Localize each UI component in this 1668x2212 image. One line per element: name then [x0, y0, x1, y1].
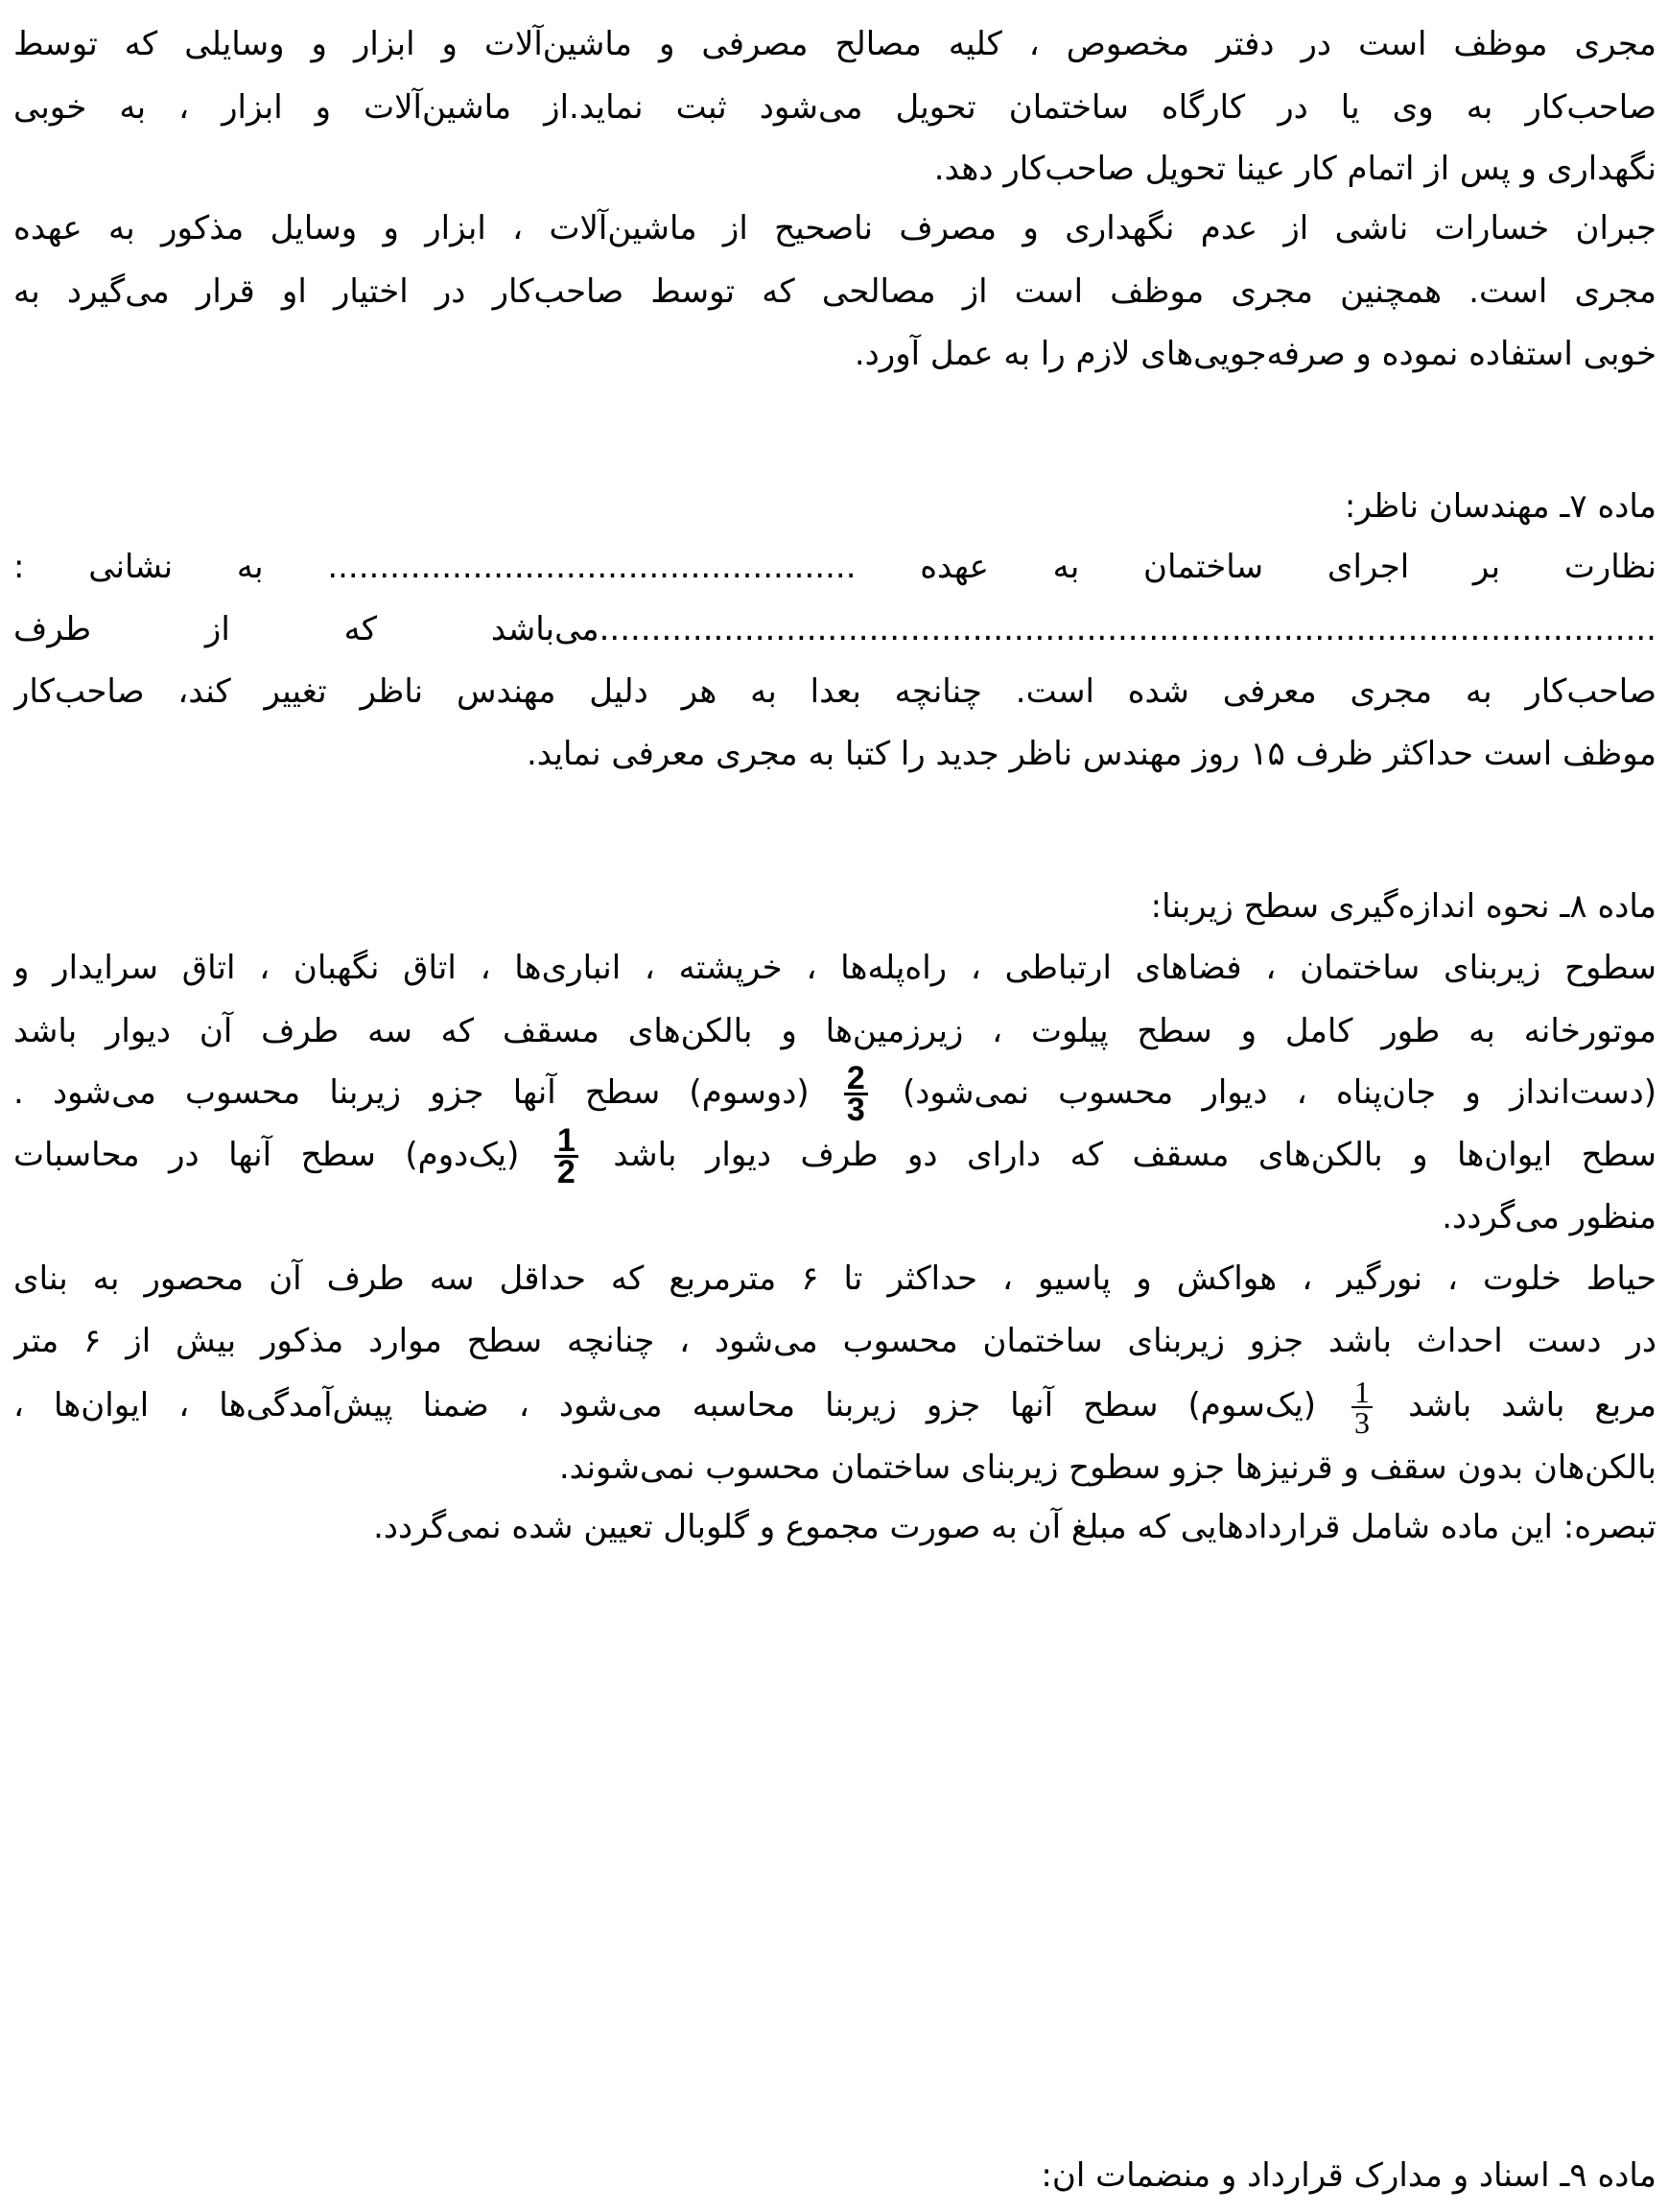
fraction-one-third: $\frac{1}{3}$	[1351, 1377, 1373, 1437]
line-text: (یک‌سوم) سطح آنها جزو زیربنا محاسبه می‌شود ، ضمنا پیش‌آمدگی‌ها ، ایوان‌ها ،	[13, 1386, 1316, 1424]
paragraph-line: موتورخانه به طور کامل و سطح پیلوت ، زیرزمین‌ها و بالکن‌های مسقف که سه طرف آن دیوار باشد	[13, 1012, 1656, 1050]
paragraph-line: حیاط خلوت ، نورگیر ، هواکش و پاسیو ، حداکثر تا ۶ مترمربع که حداقل سه طرف آن محصور به بنای	[13, 1259, 1656, 1298]
line-text: (یک‌دوم) سطح آنها در محاسبات	[13, 1136, 520, 1174]
section-heading-article-8: ماده ۸ـ نحوه اندازه‌گیری سطح زیربنا:	[1150, 887, 1656, 926]
paragraph-line: خوبی استفاده نموده و صرفه‌جویی‌های لازم را به عمل آورد.	[854, 335, 1656, 373]
line-text: (دست‌انداز و جان‌پناه ، دیوار محسوب نمی‌شود)	[903, 1073, 1656, 1112]
paragraph-line: مجری موظف است در دفتر مخصوص ، کلیه مصالح مصرفی و ماشین‌آلات و ابزار و وسایلی که توسط	[13, 25, 1656, 63]
paragraph-line: صاحب‌کار به وی یا در کارگاه ساختمان تحویل می‌شود ثبت نماید.از ماشین‌آلات و ابزار ، به خوبی	[13, 88, 1656, 127]
paragraph-line: مجری است. همچنین مجری موظف است از مصالحی که توسط صاحب‌کار در اختیار او قرار می‌گیرد به	[13, 272, 1656, 311]
note-line: تبصره: این ماده شامل قراردادهایی که مبلغ آن به صورت مجموع و گلوبال تعیین شده نمی‌گردد.	[373, 1508, 1656, 1546]
paragraph-line-with-fraction	[13, 1062, 1656, 1123]
paragraph-line: در دست احداث باشد جزو زیربنای ساختمان محسوب می‌شود ، چنانچه سطح موارد مذکور بیش از ۶ متر	[13, 1322, 1656, 1360]
paragraph-line-with-fraction	[13, 1375, 1656, 1436]
paragraph-line: نظارت بر اجرای ساختمان به عهده ................................................... به نشانی :	[13, 548, 1656, 586]
section-heading-article-9: ماده ۹ـ اسناد و مدارک قرارداد و منضمات ان:	[1041, 2156, 1656, 2195]
fraction-one-half: $\frac{1}{2}$	[554, 1126, 578, 1186]
paragraph-line: صاحب‌کار به مجری معرفی شده است. چنانچه بعدا به هر دلیل مهندس ناظر تغییر کند، صاحب‌کار	[13, 672, 1656, 711]
section-heading-article-7: ماده ۷ـ مهندسان ناظر:	[1344, 487, 1656, 526]
paragraph-line: نگهداری و پس از اتمام کار عینا تحویل صاحب‌کار دهد.	[933, 150, 1656, 188]
paragraph-line-with-fraction	[13, 1124, 1656, 1186]
line-text: سطح ایوان‌ها و بالکن‌های مسقف که دارای دو طرف دیوار باشد	[613, 1136, 1656, 1174]
paragraph-line: ......................................................................................................می‌باشد که از طرف	[13, 610, 1656, 648]
line-text: مربع باشد باشد	[1408, 1386, 1656, 1424]
paragraph-line: بالکن‌هان بدون سقف و قرنیزها جزو سطوح زیربنای ساختمان محسوب نمی‌شوند.	[558, 1448, 1656, 1487]
fraction-two-thirds: $\frac{2}{3}$	[844, 1064, 868, 1123]
paragraph-line: جبران خسارات ناشی از عدم نگهداری و مصرف ناصحیح از ماشین‌آلات ، ابزار و وسایل مذکور به عهده	[13, 209, 1656, 247]
paragraph-line: منظور می‌گردد.	[1442, 1198, 1656, 1236]
paragraph-line: موظف است حداکثر ظرف ۱۵ روز مهندس ناظر جدید را کتبا به مجری معرفی نماید.	[526, 735, 1656, 773]
line-text: (دوسوم) سطح آنها جزو زیربنا محسوب می‌شود .	[13, 1073, 810, 1112]
paragraph-line: سطوح زیربنای ساختمان ، فضاهای ارتباطی ، راه‌پله‌ها ، خرپشته ، انباری‌ها ، اتاق نگهبان ، اتاق سرایدار و	[13, 949, 1656, 987]
